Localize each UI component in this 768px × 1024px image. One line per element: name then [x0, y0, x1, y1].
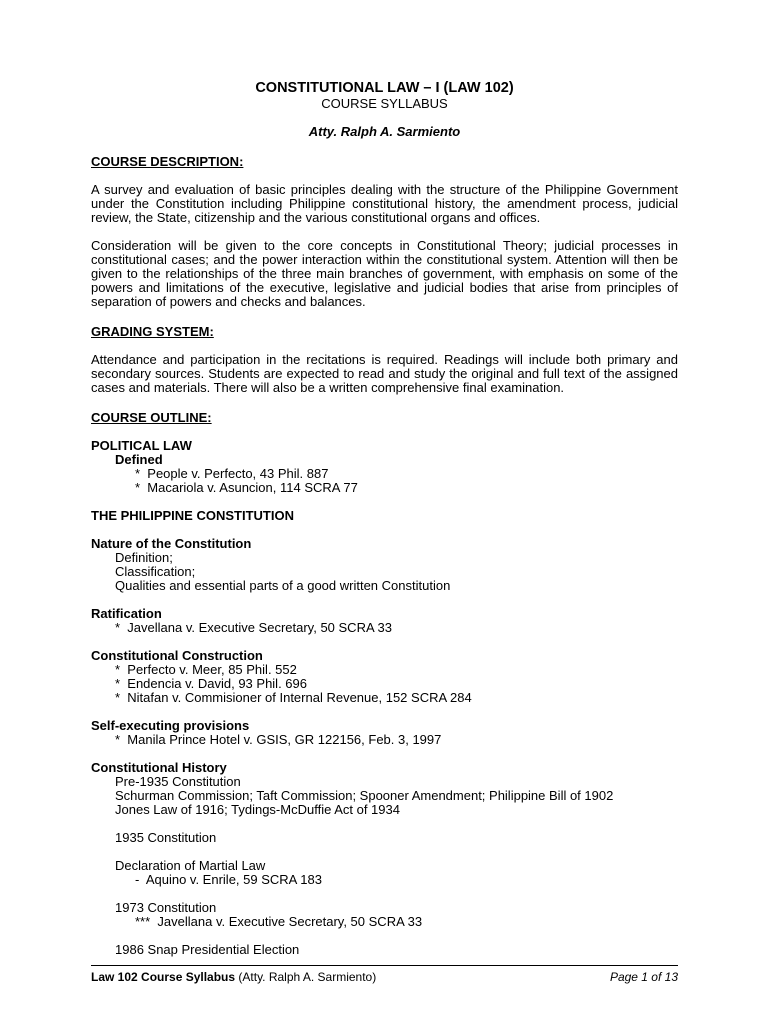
list-item: *** Javellana v. Executive Secretary, 50 SCRA 33 — [135, 914, 423, 929]
list-item: * Javellana v. Executive Secretary, 50 SCRA 33 — [115, 620, 392, 635]
course-description-paragraph-2: Consideration will be given to the core concepts in Constitutional Theory; judicial processes in constitutional cases; and the power interaction within the constitutional system. Attention will then be given to the relationships of the three main branches of government, with emphasis on some of the powers and limitations of the executive, legislative and judicial bodies that arise from principles of separation of powers and checks and balances. — [91, 238, 678, 309]
list-item: * Macariola v. Asuncion, 114 SCRA 77 — [135, 480, 358, 495]
list-item: Declaration of Martial Law — [115, 858, 266, 873]
course-description-paragraph-1: A survey and evaluation of basic principles dealing with the structure of the Philippine Government under the Constitution including Philippine constitutional history, the amendment process, judicial review, the State, citizenship and the various constitutional organs and offices. — [91, 182, 678, 225]
nature-subheading: Nature of the Constitution — [91, 536, 252, 551]
philippine-constitution-heading: THE PHILIPPINE CONSTITUTION — [91, 508, 294, 523]
course-description-heading: COURSE DESCRIPTION: — [91, 154, 244, 169]
ratification-subheading: Ratification — [91, 606, 162, 621]
author-name: Atty. Ralph A. Sarmiento — [308, 124, 461, 139]
self-executing-subheading: Self-executing provisions — [91, 718, 250, 733]
page-footer — [91, 971, 678, 984]
syllabus-page — [91, 80, 678, 957]
list-item: Pre-1935 Constitution — [115, 774, 241, 789]
grading-system-heading: GRADING SYSTEM: — [91, 324, 214, 339]
list-item: 1935 Constitution — [115, 830, 217, 845]
defined-subheading: Defined — [115, 452, 163, 467]
list-item: Jones Law of 1916; Tydings-McDuffie Act of 1934 — [115, 802, 400, 817]
page-number: Page 1 of 13 — [609, 970, 678, 984]
footer-instructor: (Atty. Ralph A. Sarmiento) — [235, 970, 377, 984]
political-law-heading: POLITICAL LAW — [91, 438, 192, 453]
history-subheading: Constitutional History — [91, 760, 227, 775]
footer-course-title: Law 102 Course Syllabus — [91, 970, 236, 984]
footer-course-label — [91, 971, 376, 984]
list-item: Definition; — [115, 550, 173, 565]
list-item: * Endencia v. David, 93 Phil. 696 — [115, 676, 307, 691]
construction-subheading: Constitutional Construction — [91, 648, 263, 663]
list-item: Qualities and essential parts of a good written Constitution — [115, 578, 451, 593]
footer-divider — [91, 965, 678, 966]
list-item: * Manila Prince Hotel v. GSIS, GR 122156, Feb. 3, 1997 — [115, 732, 442, 747]
list-item: 1986 Snap Presidential Election — [115, 942, 300, 957]
list-item: 1973 Constitution — [115, 900, 217, 915]
list-item: * Nitafan v. Commisioner of Internal Revenue, 152 SCRA 284 — [115, 690, 472, 705]
course-outline-heading: COURSE OUTLINE: — [91, 410, 212, 425]
grading-system-paragraph: Attendance and participation in the recitations is required. Readings will include both primary and secondary sources. Students are expected to read and study the original and full text of the assigned cases and materials. There will also be a written comprehensive final examination. — [91, 352, 678, 395]
list-item: Schurman Commission; Taft Commission; Spooner Amendment; Philippine Bill of 1902 — [115, 788, 614, 803]
document-subtitle: COURSE SYLLABUS — [321, 96, 448, 111]
list-item: * People v. Perfecto, 43 Phil. 887 — [135, 466, 329, 481]
list-item: * Perfecto v. Meer, 85 Phil. 552 — [115, 662, 297, 677]
list-item: - Aquino v. Enrile, 59 SCRA 183 — [135, 872, 322, 887]
document-title: CONSTITUTIONAL LAW – I (LAW 102) — [255, 80, 514, 96]
list-item: Classification; — [115, 564, 196, 579]
